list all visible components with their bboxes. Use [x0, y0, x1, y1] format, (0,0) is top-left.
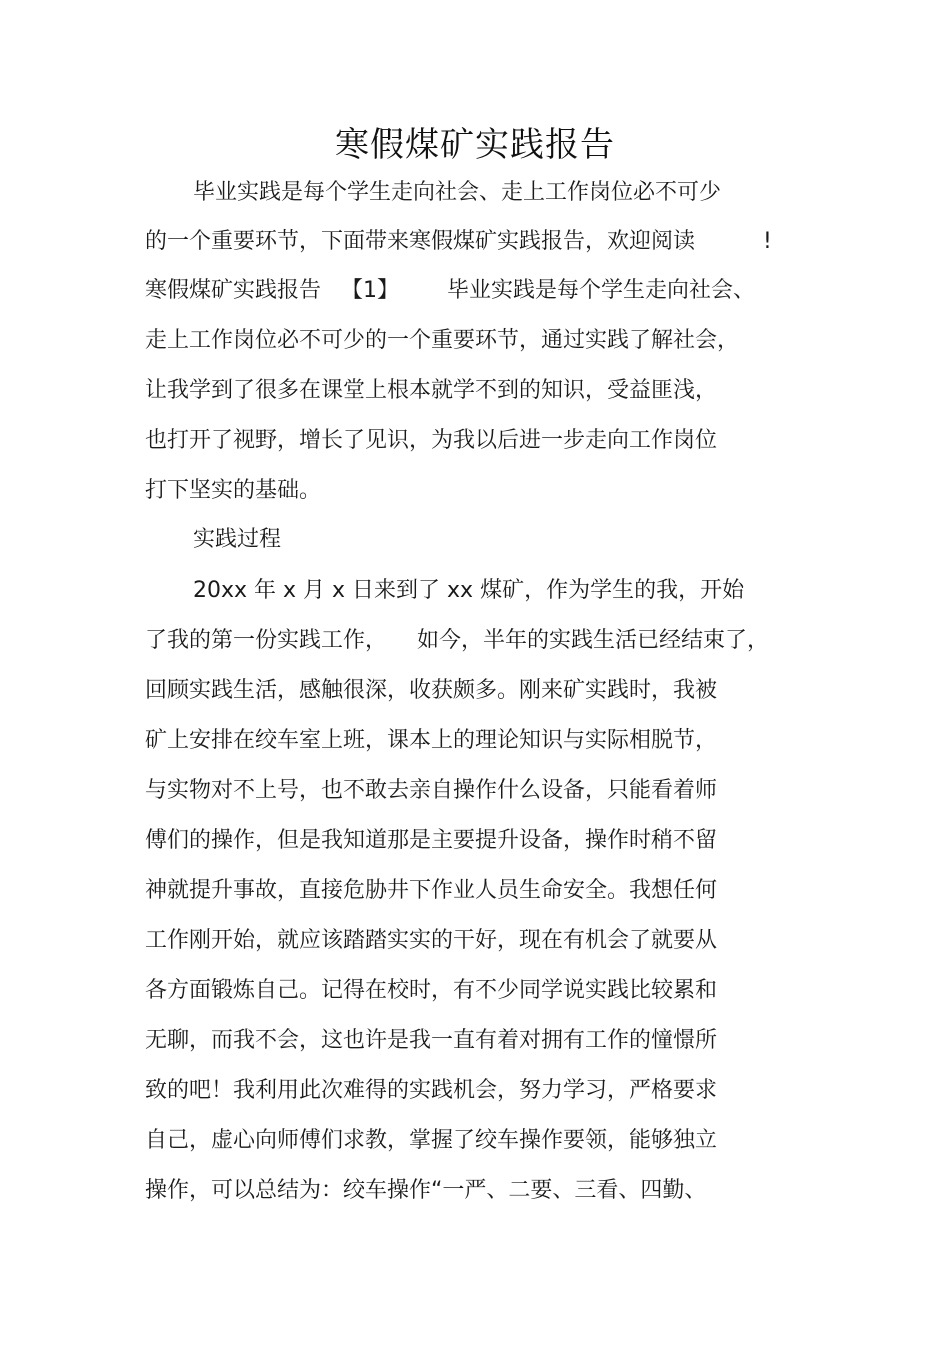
para-2-line-1: 20xx 年 x 月 x 日来到了 xx 煤矿，作为学生的我，开始	[193, 578, 745, 603]
para-2-line-13: 操作，可以总结为：绞车操作“一严、二要、三看、四勤、	[145, 1178, 707, 1203]
section-1-line	[145, 274, 755, 308]
para-2-line-2	[145, 624, 769, 658]
document-title: 寒假煤矿实践报告	[335, 125, 615, 165]
section-1-label: 寒假煤矿实践报告	[145, 278, 322, 303]
intro-line-2-exclamation: !	[763, 229, 772, 254]
para-1-line-2: 走上工作岗位必不可少的一个重要环节，通过实践了解社会，	[145, 328, 740, 353]
para-1-line-3: 让我学到了很多在课堂上根本就学不到的知识，受益匪浅，	[145, 378, 718, 403]
heading-process: 实践过程	[193, 527, 282, 552]
intro-line-1: 毕业实践是每个学生走向社会、走上工作岗位必不可少	[193, 180, 722, 205]
para-2-line-9: 各方面锻炼自己。记得在校时，有不少同学说实践比较累和	[145, 978, 718, 1003]
section-1-number: 【1】	[341, 278, 400, 303]
intro-line-2	[145, 225, 772, 259]
section-1-text: 毕业实践是每个学生走向社会、	[447, 278, 756, 303]
intro-line-2-text: 的一个重要环节，下面带来寒假煤矿实践报告，欢迎阅读	[145, 229, 696, 254]
para-2-line-3: 回顾实践生活，感触很深，收获颇多。刚来矿实践时，我被	[145, 678, 718, 703]
para-1-line-5: 打下坚实的基础。	[145, 478, 322, 503]
para-2-line-11: 致的吧！我利用此次难得的实践机会，努力学习，严格要求	[145, 1078, 718, 1103]
para-2-line-2b: 如今，半年的实践生活已经结束了，	[417, 628, 770, 653]
para-2-line-12: 自己，虚心向师傅们求教，掌握了绞车操作要领，能够独立	[145, 1128, 718, 1153]
para-2-line-6: 傅们的操作，但是我知道那是主要提升设备，操作时稍不留	[145, 828, 718, 853]
para-2-line-7: 神就提升事故，直接危胁井下作业人员生命安全。我想任何	[145, 878, 718, 903]
para-2-line-5: 与实物对不上号，也不敢去亲自操作什么设备，只能看着师	[145, 778, 718, 803]
para-2-line-2a: 了我的第一份实践工作，	[145, 628, 388, 653]
para-2-line-8: 工作刚开始，就应该踏踏实实的干好，现在有机会了就要从	[145, 928, 718, 953]
para-2-line-4: 矿上安排在绞车室上班，课本上的理论知识与实际相脱节，	[145, 728, 718, 753]
para-2-line-10: 无聊，而我不会，这也许是我一直有着对拥有工作的憧憬所	[145, 1028, 718, 1053]
para-1-line-4: 也打开了视野，增长了见识，为我以后进一步走向工作岗位	[145, 428, 718, 453]
